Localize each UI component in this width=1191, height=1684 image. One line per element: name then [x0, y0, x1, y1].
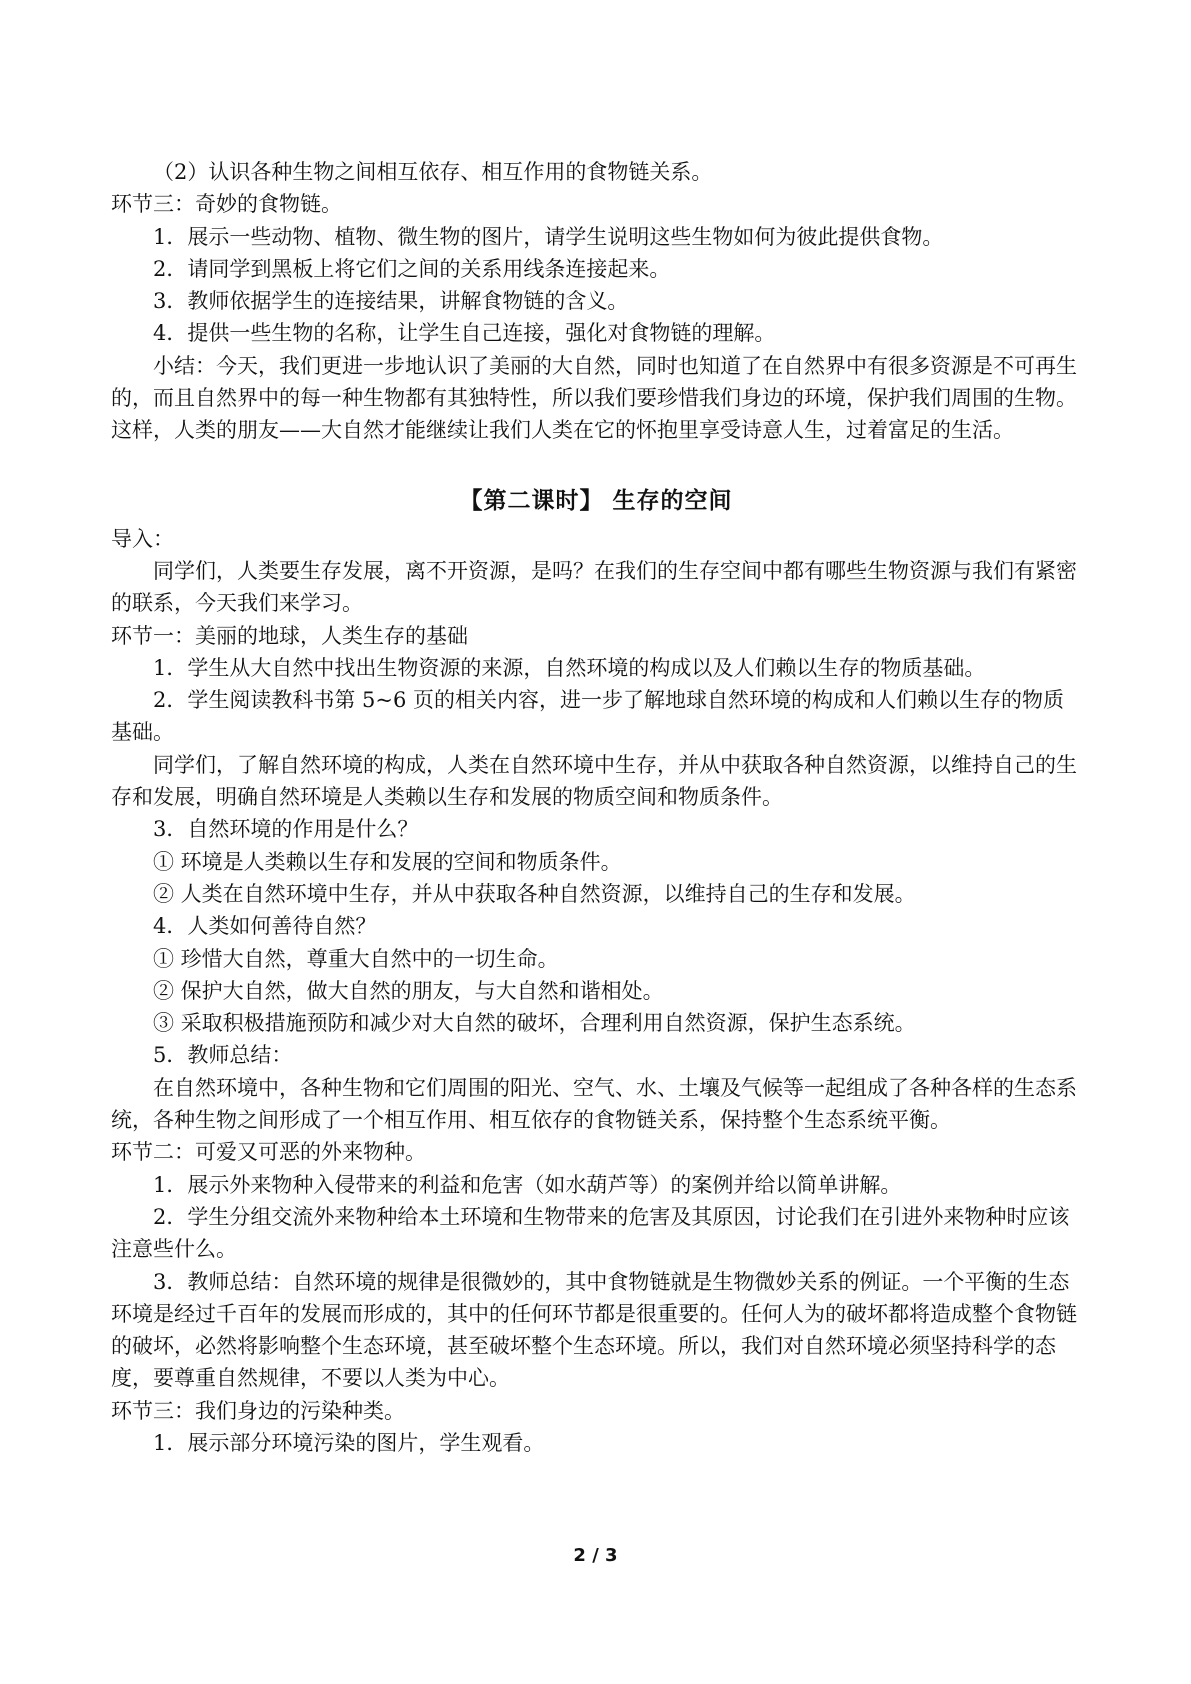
intro-heading: 导入：	[111, 526, 174, 551]
list-item: 1．展示一些动物、植物、微生物的图片，请学生说明这些生物如何为彼此提供食物。	[153, 224, 944, 249]
objective-paragraph: （2）认识各种生物之间相互依存、相互作用的食物链关系。	[153, 160, 713, 184]
list-item: 5．教师总结：	[153, 1043, 293, 1068]
list-item: 3．教师依据学生的连接结果，讲解食物链的含义。	[153, 289, 629, 314]
list-item: 2．请同学到黑板上将它们之间的关系用线条连接起来。	[153, 256, 671, 281]
list-item: 2．学生阅读教科书第 5~6 页的相关内容，进一步了解地球自然环境的构成和人们赖以生存的物质基础。	[111, 688, 1065, 745]
section-heading-step2: 环节二：可爱又可恶的外来物种。	[111, 1140, 426, 1165]
sub-list-item: ③ 采取积极措施预防和减少对大自然的破坏，合理利用自然资源，保护生态系统。	[153, 1011, 916, 1036]
spacer	[111, 447, 1081, 481]
list-item: 2．学生分组交流外来物种给本土环境和生物带来的危害及其原因，讨论我们在引进外来物种时应该注意些什么。	[111, 1204, 1070, 1262]
document-body	[111, 156, 1081, 1459]
sub-list-item: ① 环境是人类赖以生存和发展的空间和物质条件。	[153, 849, 622, 874]
section-heading-step1: 环节一：美丽的地球，人类生存的基础	[111, 623, 468, 648]
body-paragraph: 在自然环境中，各种生物和它们周围的阳光、空气、水、土壤及气候等一起组成了各种各样的生态系统，各种生物之间形成了一个相互作用、相互依存的食物链关系，保持整个生态系统平衡。	[111, 1075, 1077, 1133]
sub-list-item: ① 珍惜大自然，尊重大自然中的一切生命。	[153, 946, 559, 971]
list-item: 4．提供一些生物的名称，让学生自己连接，强化对食物链的理解。	[153, 321, 776, 346]
sub-list-item: ② 保护大自然，做大自然的朋友，与大自然和谐相处。	[153, 978, 664, 1003]
list-item: 3．教师总结：自然环境的规律是很微妙的，其中食物链就是生物微妙关系的例证。一个平衡的生态环境是经过千百年的发展而形成的，其中的任何环节都是很重要的。任何人为的破坏都将造成整个食物链的破坏，必然将影响整个生态环境，甚至破坏整个生态环境。所以，我们对自然环境必须坚持科学的态度，要尊重自然规律，不要以人类为中心。	[111, 1269, 1077, 1391]
list-item: 1．展示部分环境污染的图片，学生观看。	[153, 1430, 545, 1455]
list-item: 1．展示外来物种入侵带来的利益和危害（如水葫芦等）的案例并给以简单讲解。	[153, 1172, 902, 1197]
lesson-title: 【第二课时】 生存的空间	[459, 487, 733, 514]
list-item: 3．自然环境的作用是什么？	[153, 817, 419, 842]
summary-paragraph: 小结：今天，我们更进一步地认识了美丽的大自然，同时也知道了在自然界中有很多资源是不可再生的，而且自然界中的每一种生物都有其独特性，所以我们要珍惜我们身边的环境，保护我们周围的生物。这样，人类的朋友——大自然才能继续让我们人类在它的怀抱里享受诗意人生，过着富足的生活。	[111, 353, 1077, 443]
intro-paragraph: 同学们，人类要生存发展，离不开资源，是吗？在我们的生存空间中都有哪些生物资源与我们有紧密的联系，今天我们来学习。	[111, 558, 1077, 616]
page-number: 2 / 3	[573, 1545, 618, 1566]
sub-list-item: ② 人类在自然环境中生存，并从中获取各种自然资源，以维持自己的生存和发展。	[153, 881, 916, 906]
list-item: 4．人类如何善待自然？	[153, 914, 377, 939]
section-heading-step3-pollution: 环节三：我们身边的污染种类。	[111, 1398, 405, 1423]
body-paragraph: 同学们，了解自然环境的构成，人类在自然环境中生存，并从中获取各种自然资源，以维持自己的生存和发展，明确自然环境是人类赖以生存和发展的物质空间和物质条件。	[111, 752, 1077, 810]
list-item: 1．学生从大自然中找出生物资源的来源，自然环境的构成以及人们赖以生存的物质基础。	[153, 655, 986, 680]
section-heading-step3: 环节三：奇妙的食物链。	[111, 192, 342, 217]
